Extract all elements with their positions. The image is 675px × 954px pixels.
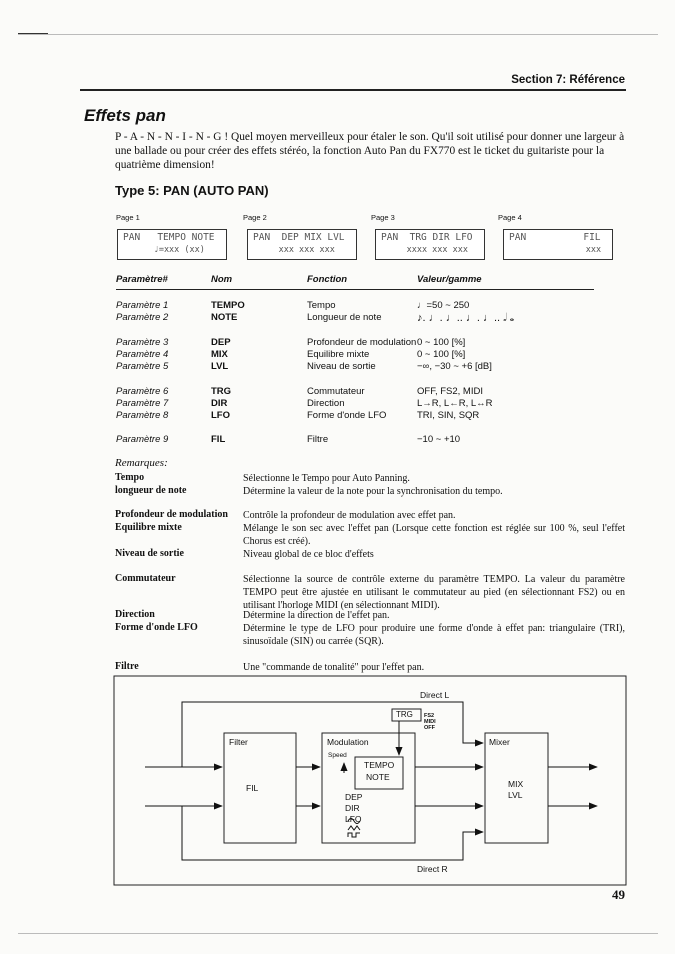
table-cell-param: Paramètre 7	[116, 398, 169, 409]
table-cell-valeur: −10 ~ +10	[417, 434, 461, 445]
lcd-line-1: PAN DEP MIX LVL	[253, 232, 345, 243]
col-header-fonction: Fonction	[307, 274, 348, 285]
lcd-line-2: ♩=xxx (xx)	[123, 245, 205, 255]
table-cell-param: Paramètre 4	[116, 349, 169, 360]
table-cell-param: Paramètre 1	[116, 300, 169, 311]
lcd-line-1: PAN FIL	[509, 232, 601, 243]
page-number: 49	[612, 887, 625, 902]
col-header-valeur: Valeur/gamme	[417, 274, 482, 285]
table-cell-fonction: Forme d'onde LFO	[307, 410, 387, 421]
note-label: NOTE	[366, 772, 390, 782]
intro-paragraph: P - A - N - N - I - N - G ! Quel moyen merveilleux pour étaler le son. Qu'il soit utilisé pour donner une largeur à une ballade ou pour créer des effets stéréo, la fonction Auto Pan du FX770 est le ticket du guitariste pour la quatrième dimension!	[115, 131, 625, 171]
table-cell-fonction: Direction	[307, 398, 345, 409]
table-cell-valeur: OFF, FS2, MIDI	[417, 386, 483, 397]
table-cell-fonction: Filtre	[307, 434, 329, 445]
table-cell-param: Paramètre 2	[116, 312, 169, 323]
triangle-wave-icon	[348, 826, 360, 830]
page-title: Effets pan	[84, 106, 166, 125]
lvl-label: LVL	[508, 790, 523, 800]
table-cell-nom: DIR	[211, 398, 228, 409]
remark-term: Forme d'onde LFO	[115, 622, 198, 633]
filter-param: FIL	[246, 783, 259, 793]
table-cell-nom: TRG	[211, 386, 232, 397]
remark-description: Contrôle la profondeur de modulation avec effet pan.	[243, 510, 456, 521]
table-cell-nom: LVL	[211, 361, 229, 372]
modulation-block	[322, 733, 415, 843]
dir-label: DIR	[345, 803, 360, 813]
table-cell-fonction: Commutateur	[307, 386, 365, 397]
trg-label: TRG	[396, 710, 413, 719]
dep-label: DEP	[345, 792, 363, 802]
remark-term: Tempo	[115, 472, 145, 483]
table-cell-valeur: TRI, SIN, SQR	[417, 410, 480, 421]
remark-description: Une "commande de tonalité" pour l'effet pan.	[243, 662, 425, 673]
speed-label: Speed	[328, 752, 347, 759]
table-cell-nom: MIX	[211, 349, 228, 360]
table-cell-param: Paramètre 6	[116, 386, 169, 397]
tempo-label: TEMPO	[364, 760, 395, 770]
lcd-line-1: PAN TRG DIR LFO	[381, 232, 473, 243]
remark-description: Détermine la direction de l'effet pan.	[243, 610, 390, 621]
direct-l-label: Direct L	[420, 690, 450, 700]
remark-term: Commutateur	[115, 573, 176, 584]
remark-description: Mélange le son sec avec l'effet pan (Lorsque cette fonction est réglée sur 100 %, seul l'effet Chorus est créé).	[243, 523, 625, 547]
table-cell-valeur: −∞, −30 ~ +6 [dB]	[417, 361, 492, 372]
table-cell-valeur: ♩=50 ~ 250	[417, 300, 470, 311]
trg-option-fs2: FS2	[424, 713, 435, 719]
table-cell-valeur: ♪. ♩. ♩.. ♩. ♩.. 𝅗𝅥 𝅝	[417, 312, 515, 324]
table-cell-fonction: Niveau de sortie	[307, 361, 376, 372]
remark-description: Sélectionne le Tempo pour Auto Panning.	[243, 473, 410, 484]
direct-r-label: Direct R	[417, 864, 448, 874]
table-cell-valeur: L→R, L←R, L↔R	[417, 398, 493, 409]
type-title: Type 5: PAN (AUTO PAN)	[115, 183, 269, 198]
table-cell-fonction: Equilibre mixte	[307, 349, 370, 360]
remark-term: Filtre	[115, 661, 139, 672]
trg-options	[424, 713, 436, 731]
page-label-2: Page 2	[243, 213, 267, 222]
remark-term: Equilibre mixte	[115, 522, 182, 533]
mixer-title: Mixer	[489, 737, 510, 747]
lcd-line-2: xxxx xxx xxx	[381, 245, 468, 255]
table-cell-param: Paramètre 5	[116, 361, 169, 372]
col-header-nom: Nom	[211, 274, 233, 285]
table-cell-valeur: 0 ~ 100 [%]	[417, 349, 466, 360]
table-cell-param: Paramètre 8	[116, 410, 169, 421]
table-cell-nom: TEMPO	[211, 300, 245, 311]
lcd-line-2: xxx xxx xxx	[253, 245, 335, 255]
page-label-4: Page 4	[498, 213, 522, 222]
page-label-3: Page 3	[371, 213, 395, 222]
remark-term: Profondeur de modulation	[115, 509, 228, 520]
lfo-label: LFO	[345, 814, 362, 824]
remark-description: Sélectionne la source de contrôle externe du paramètre TEMPO. La valeur du paramètre TEMPO peut être ajustée en utilisant le commutateur au pied (en sélectionnant FS2) ou en utilisant l'horloge MIDI (en sélectionnant MIDI).	[243, 574, 625, 611]
remark-term: longueur de note	[115, 485, 187, 496]
lcd-line-2: xxx	[509, 245, 602, 255]
table-cell-fonction: Profondeur de modulation	[307, 337, 417, 348]
remarques-heading: Remarques:	[115, 457, 168, 469]
table-cell-nom: LFO	[211, 410, 230, 421]
remark-description: Détermine le type de LFO pour produire une forme d'onde à effet pan: triangulaire (TRI), sinusoïdale (SIN) ou carrée (SQR).	[243, 623, 625, 647]
remark-term: Direction	[115, 609, 155, 620]
table-cell-fonction: Tempo	[307, 300, 336, 311]
modulation-title: Modulation	[327, 737, 369, 747]
table-cell-param: Paramètre 9	[116, 434, 169, 445]
table-cell-fonction: Longueur de note	[307, 312, 382, 323]
direct-r-path	[182, 806, 483, 860]
filter-block	[224, 733, 296, 843]
square-wave-icon	[348, 833, 360, 837]
filter-title: Filter	[229, 737, 248, 747]
remark-description: Détermine la valeur de la note pour la synchronisation du tempo.	[243, 486, 503, 497]
table-cell-nom: FIL	[211, 434, 226, 445]
trg-option-midi: MIDI	[424, 719, 436, 725]
page-label-1: Page 1	[116, 213, 140, 222]
table-cell-nom: NOTE	[211, 312, 238, 323]
lcd-line-1: PAN TEMPO NOTE	[123, 232, 215, 243]
mix-label: MIX	[508, 779, 524, 789]
trg-option-off: OFF	[424, 725, 435, 731]
section-heading: Section 7: Référence	[511, 74, 625, 86]
bottom-rule	[18, 933, 658, 934]
remark-description: Niveau global de ce bloc d'effets	[243, 549, 374, 560]
remark-term: Niveau de sortie	[115, 548, 184, 559]
table-cell-param: Paramètre 3	[116, 337, 169, 348]
col-header-param: Paramètre#	[116, 274, 168, 285]
table-cell-valeur: 0 ~ 100 [%]	[417, 337, 466, 348]
table-cell-nom: DEP	[211, 337, 231, 348]
